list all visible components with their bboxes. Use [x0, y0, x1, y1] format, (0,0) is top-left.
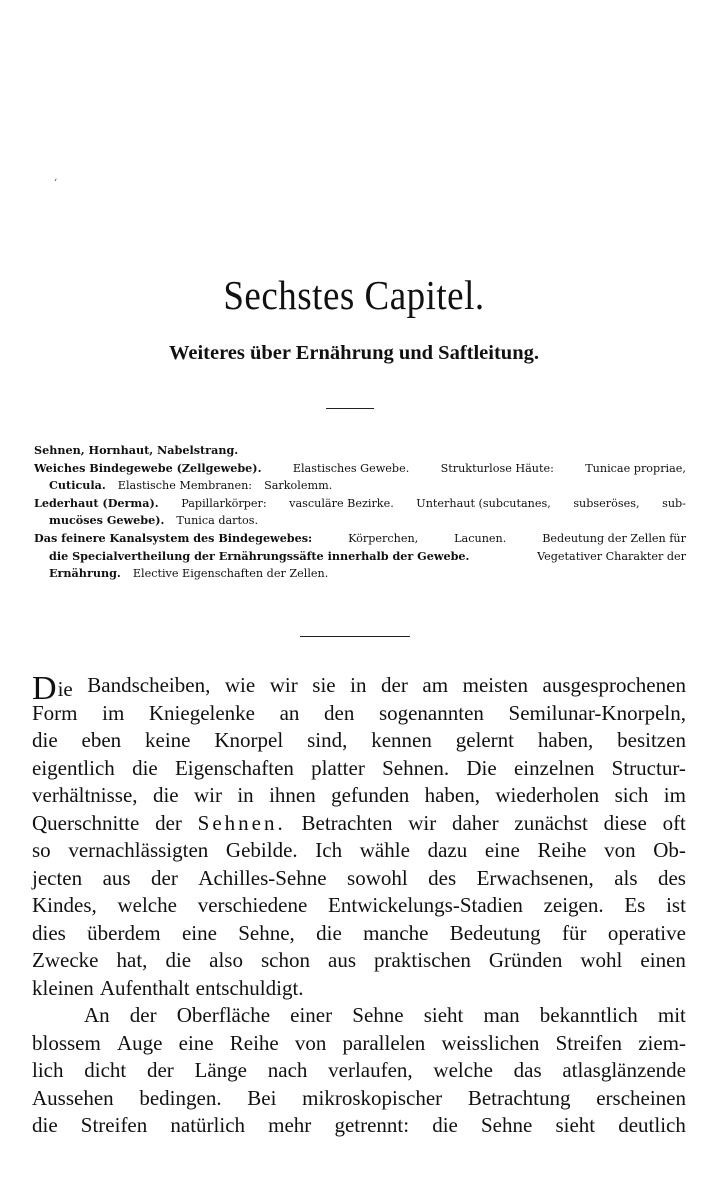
body-word: keine — [145, 728, 191, 752]
body-word: Aussehen — [32, 1085, 114, 1110]
body-word: wiederholen — [495, 783, 600, 807]
summary-segment: Lacunen. — [454, 531, 507, 545]
body-word: Betrachten — [301, 810, 393, 835]
body-word: die — [32, 728, 58, 752]
body-word: ist — [666, 893, 686, 917]
body-word: Streifen — [80, 1113, 148, 1137]
body-word: deutlich — [618, 1113, 686, 1137]
body-word: überdem — [87, 920, 161, 945]
body-word: Entwickelungs-Stadien — [328, 893, 523, 917]
body-word: die — [32, 1113, 58, 1137]
body-word: Sehnen. — [197, 810, 286, 835]
body-word: eigentlich — [32, 755, 115, 780]
summary-segment: die Specialvertheilung der Ernährungssäfte innerhalb der Gewebe. — [49, 548, 470, 563]
summary-segment: Strukturlose Häute: — [440, 461, 554, 475]
body-word: verhältnisse, — [32, 783, 138, 807]
body-word: getrennt: — [334, 1113, 410, 1137]
body-word: Bandscheiben, — [87, 673, 211, 697]
body-word: entschuldigt. — [195, 975, 304, 1000]
summary-segment: Lederhaut (Derma). — [34, 495, 159, 510]
body-word: wir — [408, 810, 437, 835]
summary-segment: Sehnen, Hornhaut, Nabelstrang. — [34, 443, 239, 457]
body-word: verschiedene — [197, 893, 308, 917]
body-word: sich — [614, 783, 649, 807]
body-word: Structur- — [611, 755, 686, 780]
body-word: schon — [260, 948, 310, 972]
body-word: Gründen — [488, 948, 563, 972]
body-word: Kniegelenke — [148, 700, 255, 725]
chapter-summary — [34, 442, 686, 583]
body-word: Knorpel — [214, 728, 284, 752]
summary-line — [34, 512, 686, 530]
body-word: die — [316, 920, 342, 945]
body-word: für — [562, 920, 587, 945]
body-word: Gebilde. — [225, 838, 298, 862]
body-word: der — [146, 1058, 174, 1082]
body-word: Zwecke — [32, 948, 99, 972]
body-line — [32, 727, 686, 755]
body-word-first: Die — [32, 670, 73, 707]
body-word: nach — [267, 1058, 308, 1082]
summary-segment: Elastische Membranen: — [117, 479, 253, 493]
body-word: jecten — [32, 865, 83, 890]
body-word: wir — [269, 673, 298, 697]
body-word: praktischen — [374, 948, 471, 972]
summary-segment: Vegetativer Charakter der — [537, 549, 686, 563]
body-line — [32, 1112, 686, 1140]
body-word: so — [32, 838, 51, 862]
body-word: Sehne — [352, 1003, 404, 1027]
body-line — [32, 782, 686, 810]
body-text — [32, 672, 686, 1140]
body-word: zunächst — [514, 810, 588, 835]
body-word: der — [151, 865, 178, 890]
body-word: mehr — [268, 1113, 312, 1137]
body-word: parallelen — [342, 1030, 426, 1055]
body-word: sind, — [307, 728, 348, 752]
body-word: Erwachsenen, — [476, 865, 594, 890]
body-word: von — [294, 1030, 327, 1055]
body-line — [32, 975, 686, 1003]
body-word: diese — [603, 810, 647, 835]
body-word: Ich — [315, 838, 343, 862]
body-word: Es — [624, 893, 646, 917]
body-line — [32, 1030, 686, 1058]
body-word: die — [165, 948, 192, 972]
body-word: man — [483, 1003, 520, 1027]
summary-line — [34, 460, 686, 478]
body-word: operative — [607, 920, 686, 945]
body-word: sie — [312, 673, 336, 697]
body-word: Sehne, — [238, 920, 295, 945]
drop-capital: D — [32, 670, 57, 707]
body-word: haben, — [424, 783, 481, 807]
summary-segment: Elastisches Gewebe. — [292, 461, 410, 475]
body-word: ausgesprochenen — [542, 673, 686, 697]
body-line — [32, 700, 686, 728]
summary-segment: Unterhaut (subcutanes, — [416, 496, 551, 510]
body-word: An — [84, 1003, 110, 1027]
body-word: die — [152, 783, 179, 807]
body-word: am — [422, 673, 449, 697]
body-word: Bedeutung — [449, 920, 541, 945]
body-word: eben — [81, 728, 122, 752]
body-line — [32, 947, 686, 975]
body-word: also — [209, 948, 243, 972]
body-word: bedingen. — [139, 1085, 222, 1110]
body-word: verlaufen, — [328, 1058, 413, 1082]
body-word: Ob- — [653, 838, 686, 862]
body-word: dazu — [427, 838, 468, 862]
body-word: sogenannten — [378, 700, 484, 725]
body-word: die — [132, 755, 158, 780]
body-word: manche — [363, 920, 429, 945]
summary-segment: subseröses, — [573, 496, 640, 510]
body-word: aus — [328, 948, 357, 972]
summary-line — [34, 442, 686, 460]
body-word: atlasglänzende — [562, 1058, 686, 1082]
body-word: platter — [311, 755, 365, 780]
body-word: welche — [117, 893, 177, 917]
summary-line — [34, 477, 686, 495]
summary-segment: Ernährung. — [49, 566, 121, 581]
summary-line — [34, 565, 686, 583]
body-word: Achilles-Sehne — [198, 865, 327, 890]
body-word: besitzen — [617, 728, 686, 752]
body-line — [32, 920, 686, 948]
body-word: als — [614, 865, 638, 890]
body-word: lich — [32, 1058, 64, 1082]
body-word: mikroskopischer — [302, 1085, 443, 1110]
body-word: der — [155, 810, 182, 835]
print-speck: ‘ — [54, 178, 58, 189]
body-word: dies — [32, 920, 66, 945]
summary-segment: Sarkolemm. — [264, 479, 333, 493]
body-word: ziem- — [638, 1030, 686, 1055]
body-word: aus — [102, 865, 131, 890]
body-word: Betrachtung — [467, 1085, 571, 1110]
body-word: von — [604, 838, 636, 862]
body-word: Oberfläche — [176, 1003, 271, 1027]
summary-line — [34, 548, 686, 566]
body-word: bekanntlich — [539, 1003, 638, 1027]
body-word: wir — [193, 783, 222, 807]
body-line — [32, 892, 686, 920]
body-word: erscheinen — [596, 1085, 686, 1110]
body-line — [32, 755, 686, 783]
body-word: gefunden — [331, 783, 410, 807]
body-word: einen — [640, 948, 686, 972]
summary-segment: Papillarkörper: — [181, 496, 267, 510]
body-word: Form — [32, 700, 78, 725]
body-word: der — [129, 1003, 157, 1027]
summary-segment: Weiches Bindegewebe (Zellgewebe). — [34, 460, 262, 475]
body-word: des — [657, 865, 686, 890]
body-word: Querschnitte — [32, 810, 140, 835]
summary-segment: Bedeutung der Zellen für — [542, 531, 686, 545]
body-word: Bei — [247, 1085, 277, 1110]
chapter-subtitle: Weiteres über Ernährung und Saftleitung. — [168, 342, 539, 364]
divider-rule — [300, 636, 410, 637]
body-word: sowohl — [347, 865, 408, 890]
body-word: Streifen — [555, 1030, 623, 1055]
body-word: einzelnen — [513, 755, 595, 780]
body-word: an — [279, 700, 300, 725]
body-word: wähle — [359, 838, 410, 862]
body-word: wohl — [580, 948, 623, 972]
body-line — [32, 1057, 686, 1085]
body-word: haben, — [537, 728, 594, 752]
body-word: natürlich — [170, 1113, 246, 1137]
summary-segment: Körperchen, — [348, 531, 419, 545]
summary-segment: vasculäre Bezirke. — [289, 496, 394, 510]
summary-segment: mucöses Gewebe). — [49, 513, 165, 528]
body-line — [32, 1085, 686, 1113]
body-word: weisslichen — [441, 1030, 540, 1055]
body-word: oft — [662, 810, 686, 835]
body-word: mit — [657, 1003, 686, 1027]
body-word: einer — [290, 1003, 333, 1027]
body-word: Kindes, — [32, 893, 97, 917]
body-word: Semilunar-Knorpeln, — [508, 700, 686, 725]
body-word: wie — [224, 673, 256, 697]
body-word: eine — [484, 838, 520, 862]
body-word: sieht — [423, 1003, 464, 1027]
summary-segment: Elective Eigenschaften der Zellen. — [132, 567, 329, 581]
body-word: daher — [451, 810, 499, 835]
body-word: Länge — [194, 1058, 248, 1082]
body-word: Reihe — [537, 838, 587, 862]
body-word: meisten — [462, 673, 528, 697]
body-line — [32, 810, 686, 838]
body-word: im — [663, 783, 686, 807]
summary-segment: Cuticula. — [49, 478, 106, 493]
body-line — [32, 837, 686, 865]
body-word: Auge — [116, 1030, 163, 1055]
summary-line — [34, 495, 686, 513]
body-word: Sehne — [480, 1113, 533, 1137]
summary-segment: Tunica dartos. — [176, 514, 259, 528]
body-word: welche — [433, 1058, 493, 1082]
body-word: sieht — [555, 1113, 596, 1137]
body-word: ihnen — [269, 783, 316, 807]
summary-segment: sub- — [662, 496, 686, 510]
body-word: zeigen. — [543, 893, 604, 917]
body-line — [32, 865, 686, 893]
body-word: kennen — [371, 728, 432, 752]
summary-segment: Tunicae propriae, — [585, 461, 686, 475]
body-word: eine — [178, 1030, 214, 1055]
body-word: Die — [466, 755, 497, 780]
body-word: Aufenthalt — [99, 975, 190, 1000]
body-word: der — [381, 673, 408, 697]
body-word: die — [432, 1113, 458, 1137]
body-word: Sehnen. — [382, 755, 450, 780]
body-word: den — [324, 700, 355, 725]
body-word: des — [428, 865, 457, 890]
chapter-title: Sechstes Capitel. — [223, 273, 485, 320]
body-word: Reihe — [229, 1030, 279, 1055]
body-word: gelernt — [455, 728, 515, 752]
body-word: dicht — [84, 1058, 127, 1082]
body-word: eine — [181, 920, 217, 945]
body-line — [32, 1002, 686, 1030]
body-word: kleinen — [32, 975, 94, 1000]
body-word: blossem — [32, 1030, 101, 1055]
body-word: in — [350, 673, 367, 697]
body-word: Eigenschaften — [174, 755, 294, 780]
summary-line — [34, 530, 686, 548]
divider-rule — [326, 408, 374, 409]
body-word: hat, — [116, 948, 148, 972]
body-word: das — [513, 1058, 542, 1082]
body-word: in — [237, 783, 254, 807]
body-line — [32, 670, 686, 707]
summary-segment: Das feinere Kanalsystem des Bindegewebes: — [34, 530, 313, 545]
body-word: im — [102, 700, 125, 725]
body-word: vernachlässigten — [68, 838, 209, 862]
